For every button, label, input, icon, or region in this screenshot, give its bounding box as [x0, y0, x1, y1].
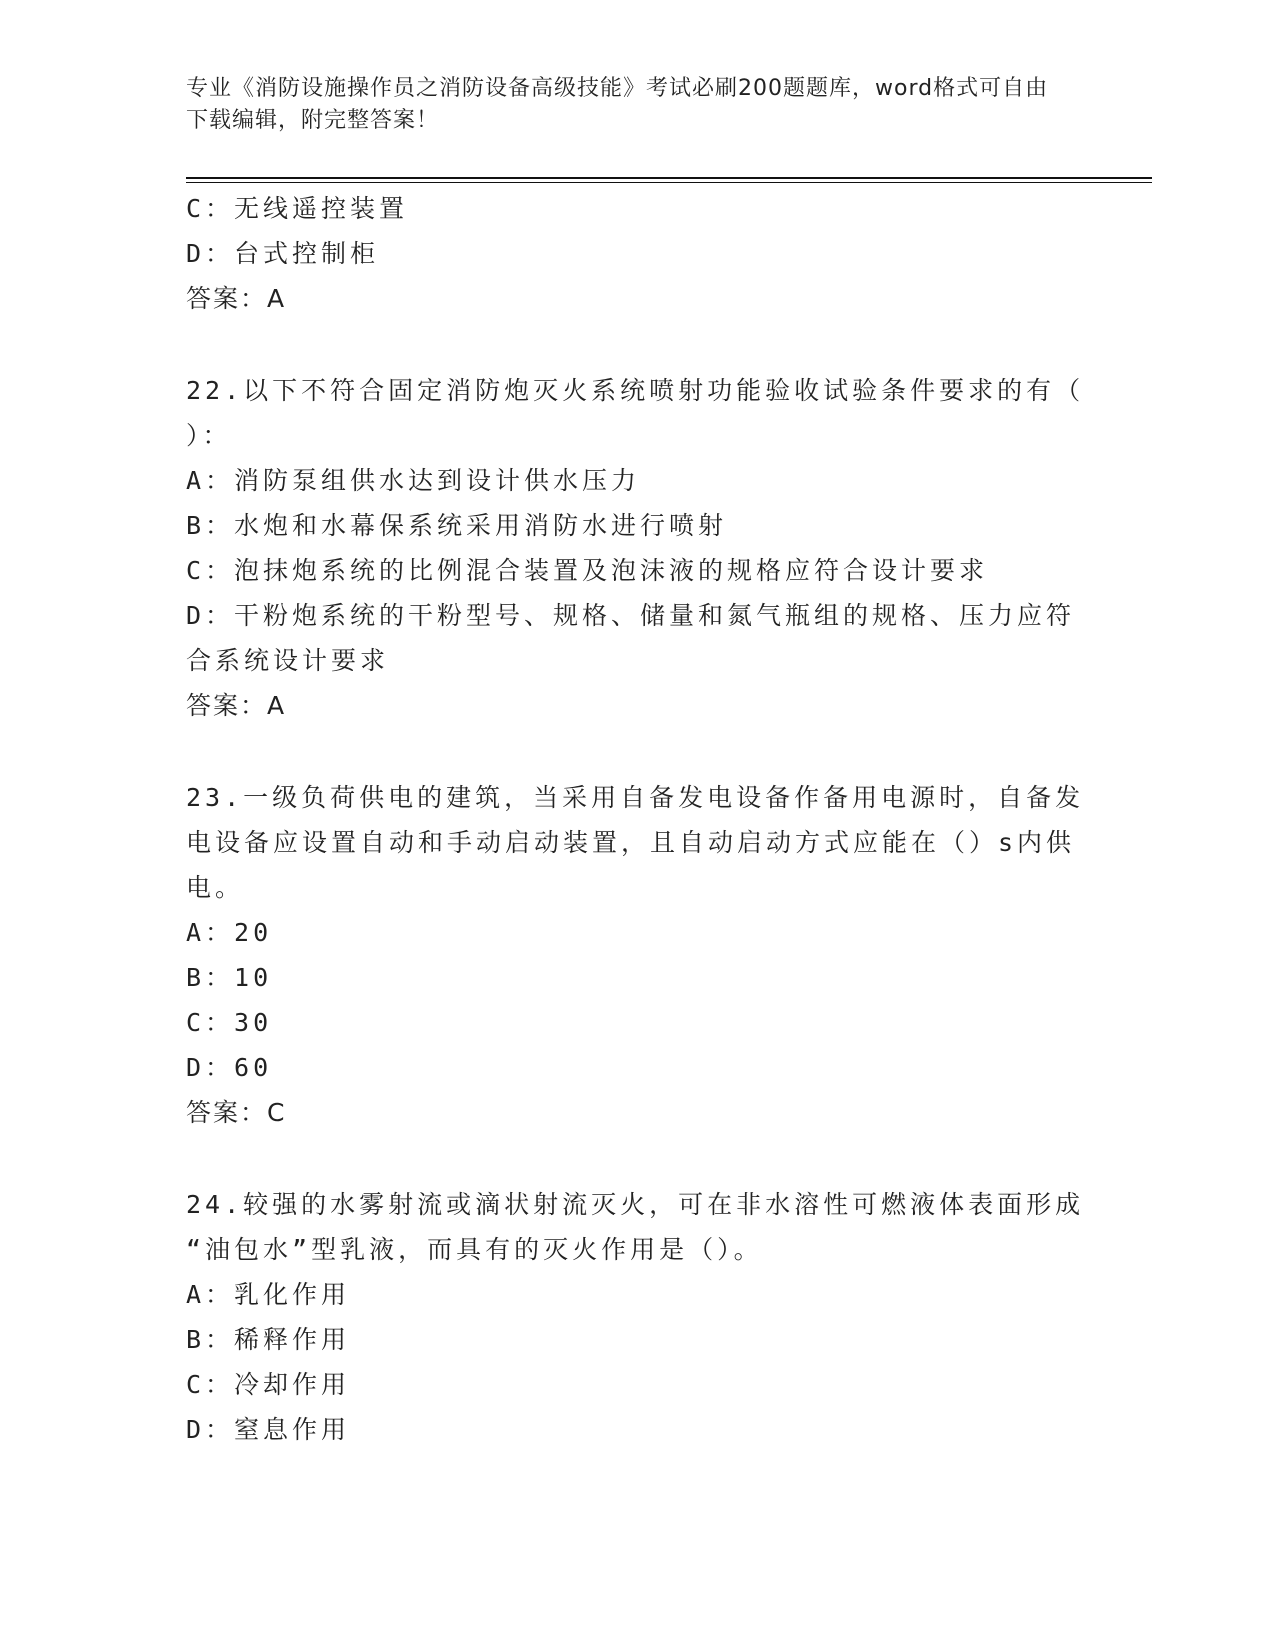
q23-option-b: B：10: [186, 963, 273, 992]
q22-option-c: C：泡抹炮系统的比例混合装置及泡沫液的规格应符合设计要求: [186, 556, 989, 585]
q23-stem-line3: 电。: [186, 873, 245, 902]
q24-option-d: D：窒息作用: [186, 1415, 351, 1444]
q22-stem-line2: ）：: [186, 421, 232, 450]
document-header: 专业《消防设施操作员之消防设备高级技能》考试必刷200题题库，word格式可自由下载编辑，附完整答案！: [186, 76, 1049, 133]
q23-option-d: D：60: [186, 1053, 273, 1082]
q24-option-a: A：乳化作用: [186, 1280, 351, 1309]
q23-option-c: C：30: [186, 1008, 273, 1037]
q22-option-d-line1: D：干粉炮系统的干粉型号、规格、储量和氮气瓶组的规格、压力应符: [186, 601, 1076, 630]
q22-answer: 答案：A: [186, 691, 287, 720]
q22-stem-line1: 22.以下不符合固定消防炮灭火系统喷射功能验收试验条件要求的有（: [186, 376, 1085, 405]
q24-stem-line1: 24.较强的水雾射流或滴状射流灭火，可在非水溶性可燃液体表面形成: [186, 1190, 1085, 1219]
prev-answer: 答案：A: [186, 284, 287, 313]
q22-option-d-line2: 合系统设计要求: [186, 646, 390, 675]
prev-option-c: C：无线遥控装置: [186, 194, 409, 223]
q24-option-b: B：稀释作用: [186, 1325, 351, 1354]
header-rule-thin: [186, 182, 1152, 183]
q23-stem-line2: 电设备应设置自动和手动启动装置，且自动启动方式应能在（）s内供: [186, 828, 1076, 857]
q22-option-a: A：消防泵组供水达到设计供水压力: [186, 466, 641, 495]
header-rule-thick: [186, 177, 1152, 179]
q23-answer: 答案：C: [186, 1098, 287, 1127]
q24-option-c: C：冷却作用: [186, 1370, 351, 1399]
q23-stem-line1: 23.一级负荷供电的建筑，当采用自备发电设备作备用电源时，自备发: [186, 783, 1085, 812]
prev-option-d: D：台式控制柜: [186, 239, 380, 268]
question-body: [186, 186, 1086, 1452]
q22-option-b: B：水炮和水幕保系统采用消防水进行喷射: [186, 511, 728, 540]
q23-option-a: A：20: [186, 918, 273, 947]
q24-stem-line2: “油包水”型乳液，而具有的灭火作用是（）。: [186, 1235, 763, 1264]
